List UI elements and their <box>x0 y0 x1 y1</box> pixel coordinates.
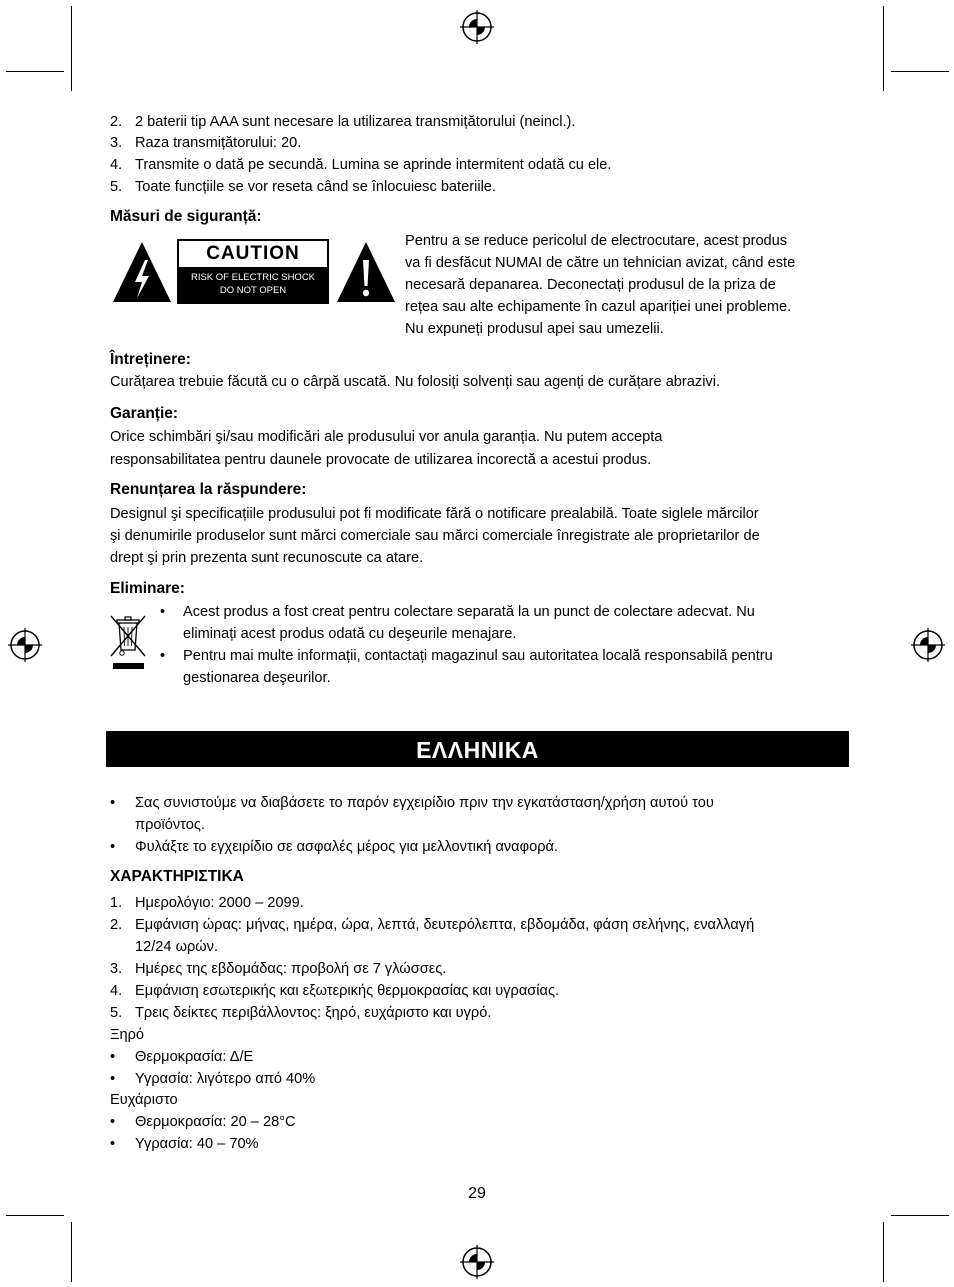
disclaimer-text-line: Designul şi specificațiile produsului pot fi modificate fără o notificare prealabilă. Toate siglele mărcilor <box>110 506 759 522</box>
feature-text-line: Εμφάνιση ώρας: μήνας, ημέρα, ώρα, λεπτά, δευτερόλεπτα, εβδομάδα, φάση σελήνης, εναλλαγή <box>135 917 755 933</box>
registration-mark-icon <box>911 628 945 662</box>
crop-mark <box>891 1215 949 1216</box>
bullet-glyph: • <box>110 795 116 811</box>
disposal-heading: Eliminare: <box>110 580 185 597</box>
feature-text-line: 12/24 ωρών. <box>135 939 219 955</box>
bullet-text: Θερμοκρασία: Δ/Ε <box>135 1049 254 1065</box>
exclamation-warning-icon <box>335 240 397 304</box>
maintenance-heading: Întreținere: <box>110 351 191 368</box>
bullet-text: Υγρασία: 40 – 70% <box>135 1136 259 1152</box>
warranty-text-line: Orice schimbări şi/sau modificări ale produsului vor anula garanția. Nu putem accepta <box>110 429 663 445</box>
crop-mark <box>71 1222 72 1282</box>
feature-text-line: Ημέρες της εβδομάδας: προβολή σε 7 γλώσσες. <box>135 961 447 977</box>
list-number: 3. <box>110 135 123 151</box>
crop-mark <box>6 1215 64 1216</box>
bullet-glyph: • <box>110 1136 116 1152</box>
bullet-glyph: • <box>110 1114 116 1130</box>
bullet-text: Υγρασία: λιγότερο από 40% <box>135 1071 316 1087</box>
crop-mark <box>6 71 64 72</box>
bullet-text-line: Pentru mai multe informații, contactați magazinul sau autoritatea locală responsabilă pentru <box>183 648 773 664</box>
bullet-glyph: • <box>110 839 116 855</box>
safety-text-line: va fi desfăcut NUMAI de către un tehnician avizat, când este <box>405 255 796 271</box>
maintenance-text: Curățarea trebuie făcută cu o cârpă uscată. Nu folosiți solvenți sau agenți de curățare abrazivi. <box>110 374 721 390</box>
list-text: Transmite o dată pe secundă. Lumina se aprinde intermitent odată cu ele. <box>135 157 612 173</box>
warranty-heading: Garanție: <box>110 405 179 422</box>
list-text: 2 baterii tip AAA sunt necesare la utilizarea transmițătorului (neincl.). <box>135 114 576 130</box>
dry-label: Ξηρό <box>110 1027 145 1043</box>
bullet-glyph: • <box>160 604 166 620</box>
lightning-warning-icon <box>111 240 173 304</box>
feature-text-line: Τρεις δείκτες περιβάλλοντος: ξηρό, ευχάριστο και υγρό. <box>135 1005 492 1021</box>
bullet-text-line: Φυλάξτε το εγχειρίδιο σε ασφαλές μέρος για μελλοντική αναφορά. <box>135 839 558 855</box>
list-number: 5. <box>110 1005 123 1021</box>
list-text: Toate funcțiile se vor reseta când se înlocuiesc bateriile. <box>135 179 496 195</box>
crop-mark <box>71 6 72 91</box>
bullet-text-line: προϊόντος. <box>135 817 205 833</box>
caution-title: CAUTION <box>179 241 327 267</box>
list-number: 2. <box>110 114 123 130</box>
weee-bin-icon <box>108 612 148 672</box>
banner-title: ΕΛΛΗΝΙΚΑ <box>416 737 539 763</box>
caution-line2: DO NOT OPEN <box>219 285 287 296</box>
language-banner <box>106 731 849 767</box>
registration-mark-icon <box>8 628 42 662</box>
disclaimer-heading: Renunțarea la răspundere: <box>110 481 307 498</box>
list-number: 4. <box>110 983 123 999</box>
bullet-glyph: • <box>110 1071 116 1087</box>
comfort-label: Ευχάριστο <box>110 1092 178 1108</box>
list-number: 2. <box>110 917 123 933</box>
list-number: 5. <box>110 179 123 195</box>
safety-heading: Măsuri de siguranță: <box>110 208 262 225</box>
caution-label <box>177 239 329 304</box>
list-number: 4. <box>110 157 123 173</box>
bullet-glyph: • <box>110 1049 116 1065</box>
list-number: 1. <box>110 895 123 911</box>
feature-text-line: Εμφάνιση εσωτερικής και εξωτερικής θερμοκρασίας και υγρασίας. <box>135 983 560 999</box>
disclaimer-text-line: drept şi prin prezenta sunt recunoscute ca atare. <box>110 550 424 566</box>
registration-mark-icon <box>460 1245 494 1279</box>
bullet-text-line: gestionarea deşeurilor. <box>183 670 331 686</box>
feature-text-line: Ημερολόγιο: 2000 – 2099. <box>135 895 304 911</box>
safety-text-line: Pentru a se reduce pericolul de electrocutare, acest produs <box>405 233 788 249</box>
crop-mark <box>891 71 949 72</box>
list-text: Raza transmițătorului: 20. <box>135 135 302 151</box>
page-number: 29 <box>468 1185 486 1202</box>
safety-text-line: rețea sau alte echipamente în cazul apariției unei probleme. <box>405 299 792 315</box>
bullet-text-line: Σας συνιστούμε να διαβάσετε το παρόν εγχειρίδιο πριν την εγκατάσταση/χρήση αυτού του <box>135 795 714 811</box>
bullet-glyph: • <box>160 648 166 664</box>
caution-line1: RISK OF ELECTRIC SHOCK <box>190 272 316 283</box>
registration-mark-icon <box>460 10 494 44</box>
features-heading: ΧΑΡΑΚΤΗΡΙΣΤΙΚΑ <box>110 868 244 885</box>
crop-mark <box>883 6 884 91</box>
bullet-text-line: eliminați acest produs odată cu deşeurile menajare. <box>183 626 517 642</box>
safety-text-line: necesară depanarea. Deconectați produsul de la priza de <box>405 277 776 293</box>
list-number: 3. <box>110 961 123 977</box>
safety-text-line: Nu expuneți produsul apei sau umezelii. <box>405 321 664 337</box>
bullet-text: Θερμοκρασία: 20 – 28°C <box>135 1114 296 1130</box>
warranty-text-line: responsabilitatea pentru daunele provocate de utilizarea incorectă a acestui produs. <box>110 452 652 468</box>
crop-mark <box>883 1222 884 1282</box>
disclaimer-text-line: şi denumirile produselor sunt mărci comerciale sau mărci comerciale înregistrate ale proprietarilor de <box>110 528 760 544</box>
bullet-text-line: Acest produs a fost creat pentru colectare separată la un punct de colectare adecvat. Nu <box>183 604 755 620</box>
